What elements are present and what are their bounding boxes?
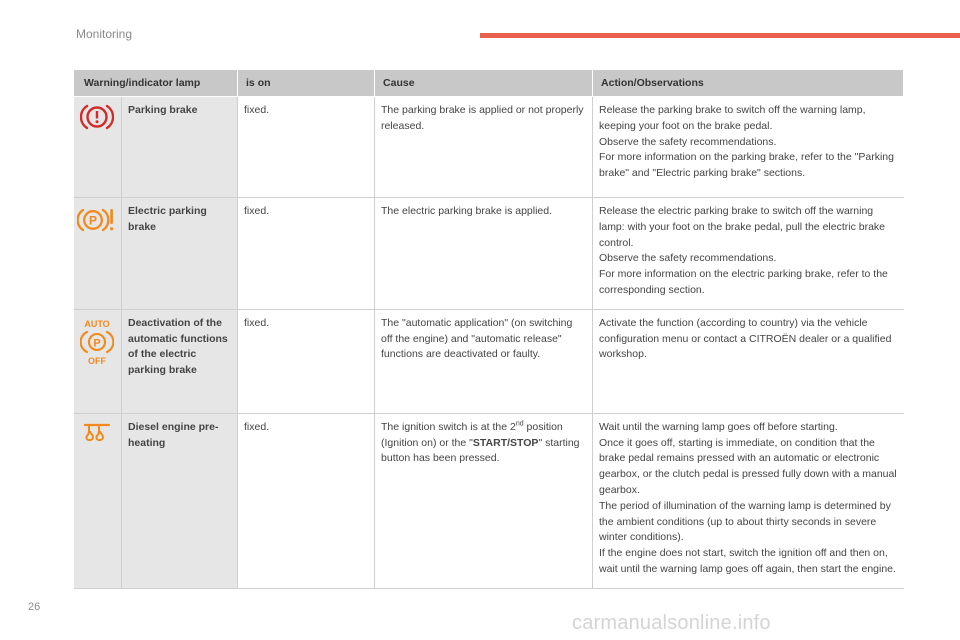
start-stop-label: START/STOP xyxy=(472,436,539,449)
ordinal-suffix: nd xyxy=(515,420,524,428)
action-line: Release the parking brake to switch off the warning lamp, keeping your foot on the brake pedal. xyxy=(599,104,866,132)
lamp-name: Parking brake xyxy=(122,97,238,198)
action-line: For more information on the electric parking brake, refer to the corresponding section. xyxy=(599,268,888,296)
page-number: 26 xyxy=(28,601,41,613)
lamp-icon-cell xyxy=(74,309,122,413)
svg-text:P: P xyxy=(93,337,101,350)
column-header-action: Action/Observations xyxy=(593,70,904,97)
lamp-icon-cell xyxy=(74,198,122,310)
column-header-lamp: Warning/indicator lamp xyxy=(74,70,238,97)
svg-text:P: P xyxy=(89,213,98,228)
table-row xyxy=(74,198,904,310)
cause-text-part: position (Ignition on) or the " xyxy=(381,420,563,449)
table-header-row xyxy=(74,70,904,97)
action-cell xyxy=(593,413,904,588)
action-line: The period of illumination of the warning lamp is determined by the ambient conditions (up to about thirty seconds in severe winter conditions). xyxy=(599,499,891,544)
action-line: Observe the safety recommendations. xyxy=(599,135,777,148)
cause-text: The electric parking brake is applied. xyxy=(375,198,593,310)
cause-text: The "automatic application" (on switching off the engine) and "automatic release" functions are deactivated or faulty. xyxy=(375,309,593,413)
lamp-name: Electric parking brake xyxy=(122,198,238,310)
warning-lamp-table xyxy=(73,69,904,589)
action-cell xyxy=(593,309,904,413)
is-on-value: fixed. xyxy=(238,413,375,588)
accent-bar xyxy=(480,33,960,38)
table-row xyxy=(74,413,904,588)
lamp-name: Deactivation of the automatic functions of the electric parking brake xyxy=(122,309,238,413)
cause-text xyxy=(375,413,593,588)
action-line: If the engine does not start, switch the ignition off and then on, wait until the warning lamp goes off again, then start the engine. xyxy=(599,547,896,575)
svg-text:AUTO: AUTO xyxy=(84,318,110,329)
watermark: carmanualsonline.info xyxy=(572,612,771,634)
column-header-is-on: is on xyxy=(238,70,375,97)
action-line: Observe the safety recommendations. xyxy=(599,252,777,265)
auto-off-parking-brake-icon xyxy=(80,318,114,366)
is-on-value: fixed. xyxy=(238,198,375,310)
lamp-icon-cell xyxy=(74,413,122,588)
lamp-name: Diesel engine pre-heating xyxy=(122,413,238,588)
diesel-preheating-icon xyxy=(82,422,112,442)
action-line: Wait until the warning lamp goes off before starting. xyxy=(599,420,838,433)
cause-text-part: The ignition switch is at the 2 xyxy=(381,420,516,433)
action-line: Release the electric parking brake to switch off the warning lamp: with your foot on the brake pedal, pull the electric brake control. xyxy=(599,205,886,249)
column-header-cause: Cause xyxy=(375,70,593,97)
table-row xyxy=(74,309,904,413)
section-title: Monitoring xyxy=(76,27,133,41)
cause-text: The parking brake is applied or not properly released. xyxy=(375,97,593,198)
is-on-value: fixed. xyxy=(238,97,375,198)
action-line: Activate the function (according to country) via the vehicle configuration menu or contact a CITROËN dealer or a qualified workshop. xyxy=(599,316,892,361)
cause-text-part: " starting button has been pressed. xyxy=(381,436,580,465)
electric-parking-brake-icon xyxy=(77,206,117,234)
action-line: Once it goes off, starting is immediate, on condition that the brake pedal remains pressed with an automatic or electronic gearbox, or the clutch pedal is pressed fully down with a manual gearbox. xyxy=(599,436,897,496)
parking-brake-warning-icon xyxy=(80,103,114,131)
is-on-value: fixed. xyxy=(238,309,375,413)
table-row xyxy=(74,97,904,198)
action-cell xyxy=(593,97,904,198)
svg-text:OFF: OFF xyxy=(88,355,107,366)
action-cell xyxy=(593,198,904,310)
lamp-icon-cell xyxy=(74,97,122,198)
action-line: For more information on the parking brake, refer to the "Parking brake" and "Electric parking brake" sections. xyxy=(599,151,894,180)
